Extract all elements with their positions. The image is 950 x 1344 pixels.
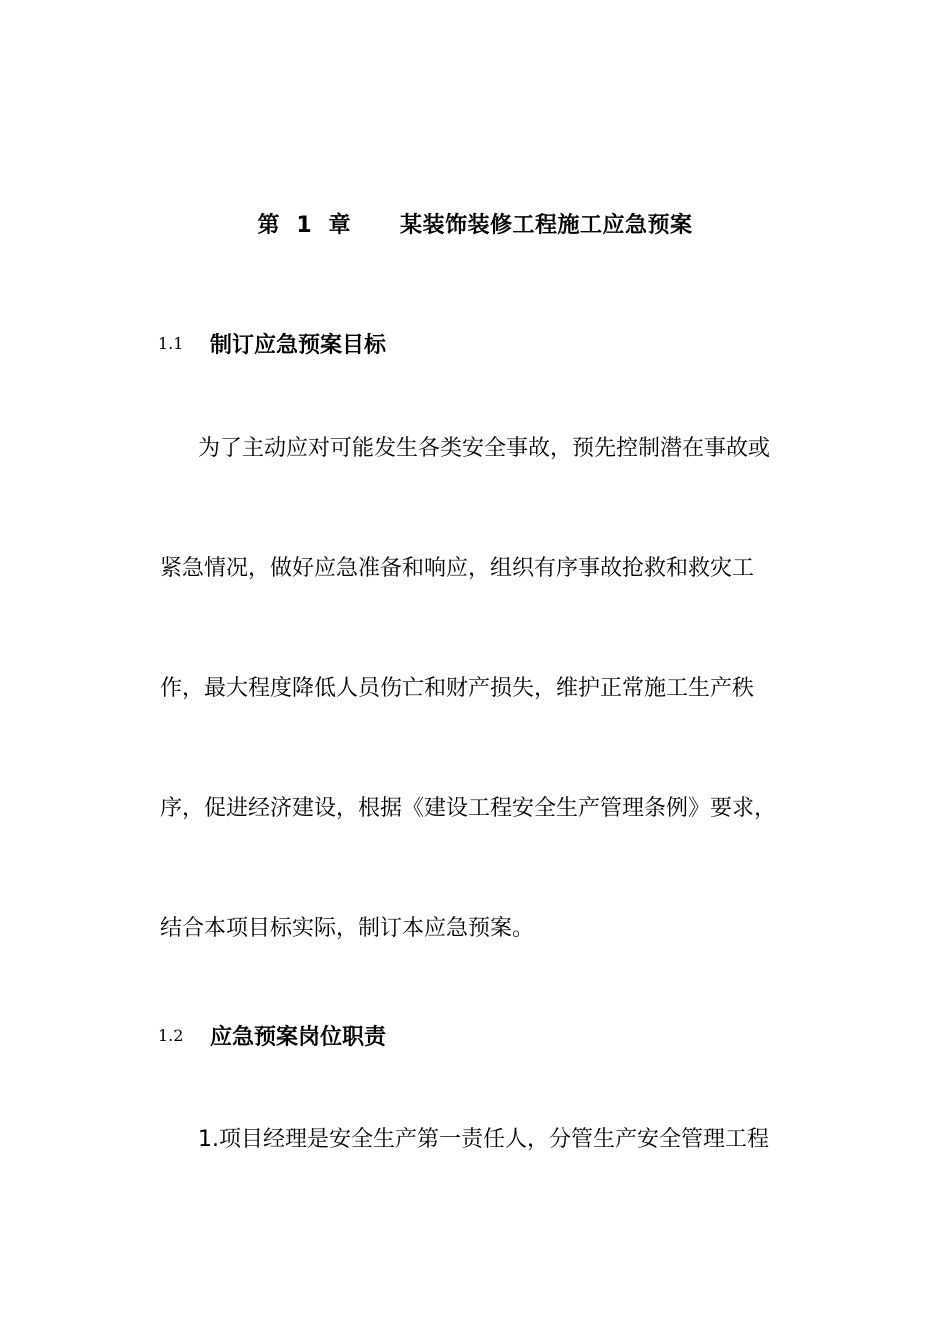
section-heading	[158, 1020, 386, 1050]
section-number: 1.2	[158, 1026, 184, 1045]
section-number: 1.1	[158, 334, 184, 353]
paragraph-line: 紧急情况，做好应急准备和响应，组织有序事故抢救和救灾工	[160, 556, 755, 581]
paragraph-line: 为了主动应对可能发生各类安全事故，预先控制潜在事故或	[198, 436, 771, 461]
chapter-label-prefix: 第	[257, 213, 281, 238]
paragraph-line: 作，最大程度降低人员伤亡和财产损失，维护正常施工生产秩	[160, 676, 755, 701]
section-title: 制订应急预案目标	[210, 333, 387, 358]
chapter-title	[0, 208, 950, 239]
paragraph-line: 1.项目经理是安全生产第一责任人，分管生产安全管理工程	[198, 1127, 769, 1152]
chapter-label-suffix: 章	[328, 213, 351, 238]
paragraph-line: 序，促进经济建设，根据《建设工程安全生产管理条例》要求，	[160, 796, 777, 821]
section-title: 应急预案岗位职责	[210, 1025, 387, 1050]
section-heading	[158, 328, 386, 358]
chapter-title-text: 某装饰装修工程施工应急预案	[399, 213, 693, 238]
paragraph-line: 结合本项目标实际，制订本应急预案。	[160, 916, 535, 941]
chapter-number: 1	[296, 213, 313, 238]
